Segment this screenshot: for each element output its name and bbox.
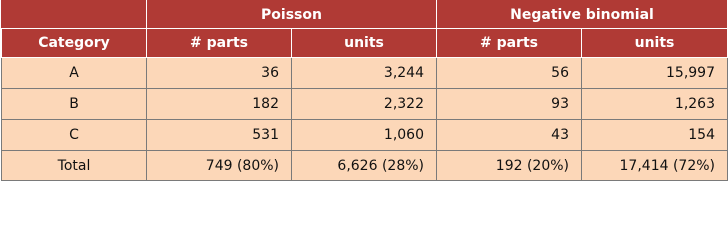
column-header-poisson-units: units: [292, 29, 437, 58]
poisson-units-cell: 3,244: [292, 58, 437, 89]
total-nb-units-cell: 17,414 (72%): [582, 151, 728, 181]
nb-parts-cell: 93: [437, 89, 582, 120]
poisson-parts-cell: 182: [147, 89, 292, 120]
category-cell: A: [2, 58, 147, 89]
column-header-row: [2, 29, 728, 58]
total-poisson-units-cell: 6,626 (28%): [292, 151, 437, 181]
column-header-nb-units: units: [582, 29, 728, 58]
total-poisson-parts-cell: 749 (80%): [147, 151, 292, 181]
nb-units-cell: 154: [582, 120, 728, 151]
table-row: [2, 120, 728, 151]
column-header-poisson-parts: # parts: [147, 29, 292, 58]
poisson-units-cell: 1,060: [292, 120, 437, 151]
total-nb-parts-cell: 192 (20%): [437, 151, 582, 181]
column-header-category: Category: [2, 29, 147, 58]
poisson-parts-cell: 531: [147, 120, 292, 151]
group-header-poisson: Poisson: [147, 1, 437, 29]
data-table-container: [1, 0, 727, 181]
group-header-negative-binomial: Negative binomial: [437, 1, 728, 29]
poisson-units-cell: 2,322: [292, 89, 437, 120]
column-header-nb-parts: # parts: [437, 29, 582, 58]
nb-parts-cell: 43: [437, 120, 582, 151]
data-table: [1, 0, 728, 181]
group-header-row: [2, 1, 728, 29]
table-row: [2, 58, 728, 89]
nb-units-cell: 15,997: [582, 58, 728, 89]
total-label-cell: Total: [2, 151, 147, 181]
nb-parts-cell: 56: [437, 58, 582, 89]
nb-units-cell: 1,263: [582, 89, 728, 120]
category-cell: C: [2, 120, 147, 151]
table-row: [2, 89, 728, 120]
category-cell: B: [2, 89, 147, 120]
total-row: [2, 151, 728, 181]
group-header-empty: [2, 1, 147, 29]
poisson-parts-cell: 36: [147, 58, 292, 89]
